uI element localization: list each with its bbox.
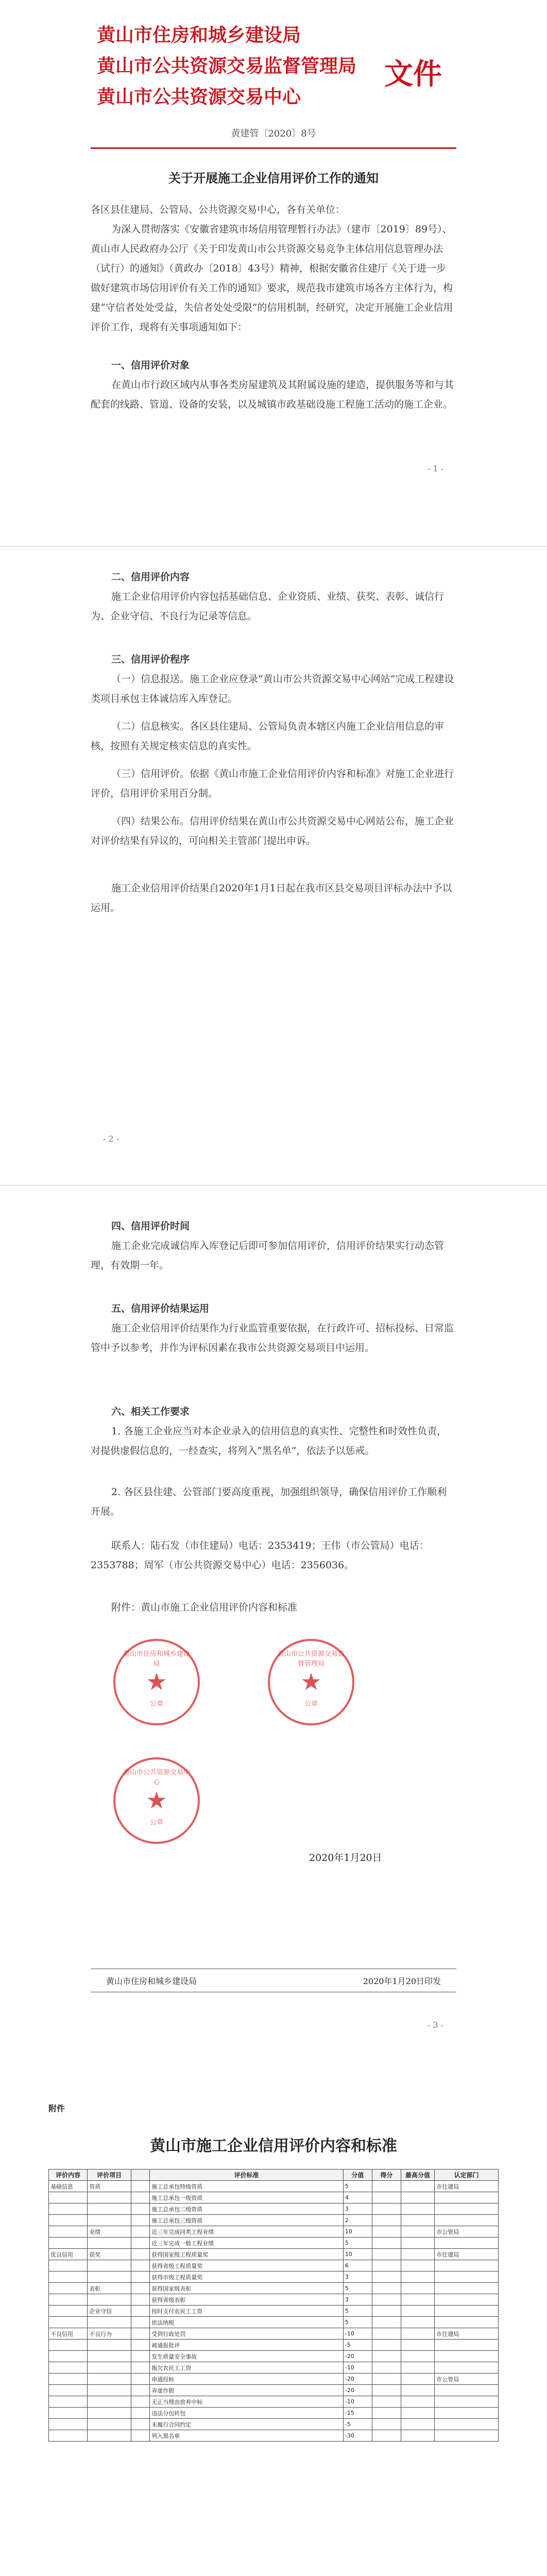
table-cell (401, 2419, 435, 2430)
seal-ring-text: 黄山市公共资源交易监督管理局 (277, 1650, 345, 1668)
section-5-heading: 五、信用评价结果运用 (111, 1303, 210, 1314)
section-3-text-3: （三）信用评价。依据《黄山市施工企业信用评价内容和标准》对施工企业进行评价，信用评价采用百分制。 (91, 768, 454, 799)
table-cell (401, 2408, 435, 2419)
table-cell (88, 2238, 131, 2249)
seal-sub-text: 公章 (149, 1819, 163, 1826)
section-3-text-4: （四）结果公布。信用评价结果在黄山市公共资源交易中心网站公布，施工企业对评价结果有异议的，可向相关主管部门提出申诉。 (91, 816, 454, 846)
table-cell: 市住建局 (435, 2328, 499, 2340)
table-cell (435, 2430, 499, 2442)
table-cell: 施工总承包三级资质 (150, 2215, 344, 2226)
table-cell: 市住建局 (435, 2249, 499, 2260)
table-cell: 4 (343, 2192, 372, 2204)
table-cell (401, 2362, 435, 2374)
table-cell (49, 2215, 88, 2226)
table-cell: 3 (343, 2272, 372, 2283)
table-cell: -20 (343, 2374, 372, 2385)
table-cell: 5 (343, 2238, 372, 2249)
notice-title: 关于开展施工企业信用评价工作的通知 (168, 171, 379, 185)
table-cell (401, 2294, 435, 2306)
table-row (49, 2226, 499, 2238)
table-cell: 10 (343, 2249, 372, 2260)
table-cell (88, 2396, 131, 2408)
table-cell: 拖欠农民工工资 (150, 2362, 344, 2374)
issuer-line-1: 黄山市住房和城乡建设局 (97, 24, 301, 46)
intro-paragraph: 为深入贯彻落实《安徽省建筑市场信用管理暂行办法》（建市〔2019〕89号）、黄山市人民政府办公厅《关于印发黄山市公共资源交易竞争主体信用信息管理办法（试行）的通知》（黄政办〔2018〕43号）精神，根据安徽省住建厅《关于进一步做好建筑市场信用评价有关工作的通知》要求，规范我市建筑市场各方主体行为，构建“守信者处处受益，失信者处处受限”的信用机制，经研究，决定开展施工企业信用评价工作，现将有关事项通知如下： (91, 224, 453, 333)
col-header: 评价内容 (49, 2170, 88, 2181)
table-cell (401, 2204, 435, 2215)
page-1 (0, 0, 547, 495)
table-cell: 5 (343, 2306, 372, 2317)
page-number: - 1 - (428, 464, 444, 473)
table-row (49, 2181, 499, 2192)
table-cell (401, 2340, 435, 2351)
table-cell (88, 2430, 131, 2442)
col-header: 分值 (343, 2170, 372, 2181)
table-cell: 被通报批评 (150, 2340, 344, 2351)
table-cell: 2 (343, 2215, 372, 2226)
contacts: 联系人：陆石发（市住建局）电话：2353419；王伟（市公管局）电话：2353788；周军（市公共资源交易中心）电话：2356036。 (91, 1540, 429, 1571)
attachment-note: 附件：黄山市施工企业信用评价内容和标准 (111, 1602, 298, 1613)
table-cell: -10 (343, 2328, 372, 2340)
table-cell (131, 2238, 150, 2249)
seal-ring-text: 黄山市公共资源交易中心 (123, 1769, 190, 1786)
table-cell (131, 2317, 150, 2328)
table-cell: 列入黑名单 (150, 2430, 344, 2442)
table-cell (401, 2238, 435, 2249)
footer-date: 2020年1月20日印发 (363, 1976, 441, 1986)
table-cell (49, 2283, 88, 2294)
table-cell (401, 2328, 435, 2340)
table-cell: 不良行为 (88, 2328, 131, 2340)
table-cell (372, 2419, 401, 2430)
table-cell (88, 2317, 131, 2328)
section-3-heading: 三、信用评价程序 (111, 654, 190, 665)
table-cell (372, 2340, 401, 2351)
table-cell (435, 2192, 499, 2204)
table-cell (401, 2226, 435, 2238)
table-cell: 企业守信 (88, 2306, 131, 2317)
section-6-text-1: 1. 各施工企业应当对本企业录入的信用信息的真实性、完整性和时效性负责，对提供虚假信息的，一经查实，将列入“黑名单”，依法予以惩戒。 (91, 1426, 447, 1456)
section-2-text: 施工企业信用评价内容包括基础信息、企业资质、业绩、获奖、表彰、诚信行为、企业守信、不良行为记录等信息。 (91, 591, 445, 622)
table-cell (88, 2192, 131, 2204)
table-cell: 市公管局 (435, 2226, 499, 2238)
table-cell: 近三年完成一般工程业绩 (150, 2238, 344, 2249)
table-row (49, 2294, 499, 2306)
table-cell (131, 2294, 150, 2306)
table-cell (131, 2181, 150, 2192)
table-cell (88, 2362, 131, 2374)
table-cell: 未履行合同约定 (150, 2419, 344, 2430)
table-cell: 3 (343, 2204, 372, 2215)
issuer-line-2: 黄山市公共资源交易监督管理局 (97, 55, 357, 77)
table-cell (435, 2306, 499, 2317)
table-cell: 依法纳税 (150, 2317, 344, 2328)
table-cell (372, 2408, 401, 2419)
table-cell: -20 (343, 2351, 372, 2362)
table-title: 黄山市施工企业信用评价内容和标准 (150, 2137, 397, 2155)
table-cell: 近三年完成同类工程业绩 (150, 2226, 344, 2238)
table-cell (372, 2362, 401, 2374)
table-cell (131, 2192, 150, 2204)
table-cell: 10 (343, 2226, 372, 2238)
section-2-heading: 二、信用评价内容 (111, 571, 190, 583)
table-cell (49, 2340, 88, 2351)
table-cell (372, 2181, 401, 2192)
table-cell: 发生质量安全事故 (150, 2351, 344, 2362)
red-rule (91, 147, 456, 149)
table-cell (401, 2272, 435, 2283)
table-row (49, 2272, 499, 2283)
table-cell: 市住建局 (435, 2181, 499, 2192)
table-cell (435, 2362, 499, 2374)
table-cell (435, 2408, 499, 2419)
section-4-heading: 四、信用评价时间 (111, 1221, 190, 1232)
table-cell: 弄虚作假 (150, 2385, 344, 2396)
seal-2 (268, 1639, 354, 1725)
table-cell (131, 2419, 150, 2430)
table-cell: 串通投标 (150, 2374, 344, 2385)
table-cell (435, 2215, 499, 2226)
table-cell: 获得国家级表彰 (150, 2283, 344, 2294)
table-cell (49, 2396, 88, 2408)
table-cell (401, 2283, 435, 2294)
table-cell (131, 2226, 150, 2238)
table-cell (131, 2215, 150, 2226)
table-row (49, 2249, 499, 2260)
section-5-text: 施工企业信用评价结果作为行业监管重要依据，在行政许可、招标投标、日常监管中予以参考，并作为评标因素在我市公共资源交易项目中运用。 (91, 1323, 454, 1353)
table-cell (49, 2374, 88, 2385)
table-row (49, 2408, 499, 2419)
col-header: 得分 (372, 2170, 401, 2181)
table-cell (131, 2351, 150, 2362)
table-cell (401, 2249, 435, 2260)
page-number: - 3 - (428, 2020, 444, 2030)
table-cell (131, 2396, 150, 2408)
table-row (49, 2362, 499, 2374)
table-cell (131, 2283, 150, 2294)
table-cell (372, 2385, 401, 2396)
table-cell (88, 2294, 131, 2306)
table-cell (401, 2306, 435, 2317)
table-cell (401, 2260, 435, 2272)
table-cell (401, 2317, 435, 2328)
table-cell (49, 2351, 88, 2362)
table-row (49, 2340, 499, 2351)
table-cell (372, 2260, 401, 2272)
table-cell: 施工总承包特级资质 (150, 2181, 344, 2192)
table-cell (131, 2430, 150, 2442)
table-cell (49, 2317, 88, 2328)
col-header: 评价标准 (150, 2170, 344, 2181)
table-cell (401, 2192, 435, 2204)
table-row (49, 2238, 499, 2249)
table-cell (88, 2419, 131, 2430)
table-cell (49, 2192, 88, 2204)
table-cell (49, 2260, 88, 2272)
seal-sub-text: 公章 (149, 1700, 163, 1708)
section-3-text-1: （一）信息报送。施工企业应登录“黄山市公共资源交易中心网站”完成工程建设类项目承包主体诚信库入库登记。 (91, 673, 454, 704)
table-cell (372, 2306, 401, 2317)
criteria-table-body (49, 2181, 499, 2442)
section-1-text: 在黄山市行政区域内从事各类房屋建筑及其附属设施的建造，提供服务等和与其配套的线路、管道、设备的安装，以及城镇市政基础设施工程施工活动的施工企业。 (91, 379, 454, 410)
table-cell (435, 2419, 499, 2430)
table-cell: -10 (343, 2396, 372, 2408)
section-6-text-2: 2. 各区县住建、公管部门要高度重视，加强组织领导，确保信用评价工作顺利开展。 (91, 1486, 447, 1517)
table-cell (88, 2385, 131, 2396)
table-cell: -20 (343, 2385, 372, 2396)
table-cell (435, 2294, 499, 2306)
table-cell (372, 2374, 401, 2385)
table-cell (131, 2328, 150, 2340)
table-row (49, 2260, 499, 2272)
col-header: 最高分值 (401, 2170, 435, 2181)
table-cell (49, 2272, 88, 2283)
table-cell (88, 2374, 131, 2385)
col-header: 认定部门 (435, 2170, 499, 2181)
table-cell (88, 2351, 131, 2362)
table-row (49, 2306, 499, 2317)
table-cell: 资质 (88, 2181, 131, 2192)
col-header: 评价项目 (88, 2170, 131, 2181)
table-cell (401, 2374, 435, 2385)
page-2 (0, 546, 547, 1165)
table-row (49, 2204, 499, 2215)
table-cell (435, 2396, 499, 2408)
page-number: - 2 - (103, 1134, 119, 1144)
table-cell: -5 (343, 2340, 372, 2351)
table-cell (88, 2408, 131, 2419)
table-cell (49, 2306, 88, 2317)
footer-bar (91, 1969, 456, 1992)
table-cell: 获奖 (88, 2249, 131, 2260)
table-cell (372, 2283, 401, 2294)
table-cell: -15 (343, 2408, 372, 2419)
seal-3 (113, 1757, 200, 1844)
section-4-text: 施工企业完成诚信库入库登记后即可参加信用评价，信用评价结果实行动态管理，有效期一年。 (91, 1240, 445, 1271)
table-cell (49, 2385, 88, 2396)
star-icon: ★ (146, 1668, 167, 1696)
table-cell: 表彰 (88, 2283, 131, 2294)
table-cell: 优良信用 (49, 2249, 88, 2260)
table-cell (131, 2374, 150, 2385)
table-cell: 获得省级表彰 (150, 2294, 344, 2306)
seal-sub-text: 公章 (304, 1700, 318, 1708)
table-row (49, 2385, 499, 2396)
table-cell (88, 2340, 131, 2351)
table-row (49, 2192, 499, 2204)
table-cell (131, 2340, 150, 2351)
table-cell (435, 2385, 499, 2396)
table-cell: -30 (343, 2430, 372, 2442)
doc-word: 文件 (384, 57, 442, 91)
table-cell (435, 2272, 499, 2283)
table-row (49, 2396, 499, 2408)
table-cell: -5 (343, 2419, 372, 2430)
table-cell (372, 2294, 401, 2306)
table-cell (372, 2430, 401, 2442)
table-cell (372, 2351, 401, 2362)
table-cell (131, 2272, 150, 2283)
table-cell (49, 2204, 88, 2215)
seal-1 (113, 1639, 200, 1725)
table-cell (372, 2204, 401, 2215)
page-3 (0, 1185, 547, 2061)
table-cell (372, 2272, 401, 2283)
table-cell: 3 (343, 2294, 372, 2306)
table-cell (435, 2238, 499, 2249)
table-cell: 6 (343, 2260, 372, 2272)
table-cell (88, 2272, 131, 2283)
issue-date: 2020年1月20日 (309, 1852, 382, 1863)
doc-number: 黄建管〔2020〕8号 (231, 128, 316, 139)
table-cell: 不良信用 (49, 2328, 88, 2340)
table-cell: 业绩 (88, 2226, 131, 2238)
table-cell (372, 2226, 401, 2238)
table-cell: -10 (343, 2362, 372, 2374)
table-cell (372, 2192, 401, 2204)
table-cell (372, 2238, 401, 2249)
table-cell (49, 2238, 88, 2249)
table-cell (88, 2215, 131, 2226)
section-1-heading: 一、信用评价对象 (111, 360, 190, 371)
table-row (49, 2351, 499, 2362)
table-cell: 获得国家级工程质量奖 (150, 2249, 344, 2260)
table-cell (49, 2294, 88, 2306)
attachment-label: 附件 (48, 2104, 65, 2113)
table-row (49, 2215, 499, 2226)
table-row (49, 2374, 499, 2385)
table-row (49, 2430, 499, 2442)
table-cell (49, 2226, 88, 2238)
table-cell: 获得省级工程质量奖 (150, 2260, 344, 2272)
criteria-table (48, 2169, 499, 2442)
table-cell (131, 2362, 150, 2374)
table-cell (49, 2362, 88, 2374)
star-icon: ★ (146, 1786, 167, 1814)
table-cell (435, 2351, 499, 2362)
table-cell (131, 2204, 150, 2215)
table-cell (435, 2260, 499, 2272)
table-row (49, 2317, 499, 2328)
table-cell (49, 2430, 88, 2442)
table-cell (372, 2215, 401, 2226)
addressee: 各区县住建局、公管局、公共资源交易中心，各有关单位： (91, 204, 346, 215)
table-cell (401, 2215, 435, 2226)
table-row (49, 2419, 499, 2430)
section-6-heading: 六、相关工作要求 (111, 1406, 190, 1417)
table-cell (435, 2340, 499, 2351)
table-cell: 违法分包转包 (150, 2408, 344, 2419)
table-cell (372, 2328, 401, 2340)
col-header (131, 2170, 150, 2181)
section-3-text-2: （二）信息核实。各区县住建局、公管局负责本辖区内施工企业信用信息的审核，按照有关规定核实信息的真实性。 (91, 721, 445, 752)
table-cell: 无正当理由放弃中标 (150, 2396, 344, 2408)
table-cell: 受到行政处罚 (150, 2328, 344, 2340)
table-cell (88, 2204, 131, 2215)
table-cell (401, 2385, 435, 2396)
seal-ring-text: 黄山市住房和城乡建设局 (123, 1650, 190, 1668)
table-cell (435, 2204, 499, 2215)
table-cell: 5 (343, 2283, 372, 2294)
table-cell (401, 2351, 435, 2362)
footer-issuer: 黄山市住房和城乡建设局 (106, 1976, 197, 1986)
table-cell: 按时支付农民工工资 (150, 2306, 344, 2317)
table-cell (131, 2306, 150, 2317)
issuer-line-3: 黄山市公共资源交易中心 (97, 86, 301, 108)
table-cell: 施工总承包二级资质 (150, 2204, 344, 2215)
table-cell (401, 2396, 435, 2408)
table-cell (88, 2260, 131, 2272)
table-header-row (49, 2170, 499, 2181)
table-cell: 施工总承包一级资质 (150, 2192, 344, 2204)
table-cell: 获得市级工程质量奖 (150, 2272, 344, 2283)
table-cell (401, 2430, 435, 2442)
table-cell (372, 2396, 401, 2408)
section-3-text-5: 施工企业信用评价结果自2020年1月1日起在我市区县交易项目评标办法中予以运用。 (91, 883, 452, 913)
table-row (49, 2328, 499, 2340)
table-cell (435, 2283, 499, 2294)
table-cell (49, 2408, 88, 2419)
table-cell (131, 2260, 150, 2272)
table-cell (131, 2385, 150, 2396)
table-cell: 5 (343, 2181, 372, 2192)
table-cell: 5 (343, 2317, 372, 2328)
table-cell (435, 2317, 499, 2328)
table-row (49, 2283, 499, 2294)
table-cell (401, 2181, 435, 2192)
star-icon: ★ (300, 1668, 322, 1696)
table-cell (372, 2249, 401, 2260)
table-cell: 基础信息 (49, 2181, 88, 2192)
table-cell (131, 2249, 150, 2260)
table-cell: 市公管局 (435, 2374, 499, 2385)
table-cell (49, 2419, 88, 2430)
table-cell (372, 2317, 401, 2328)
table-cell (131, 2408, 150, 2419)
